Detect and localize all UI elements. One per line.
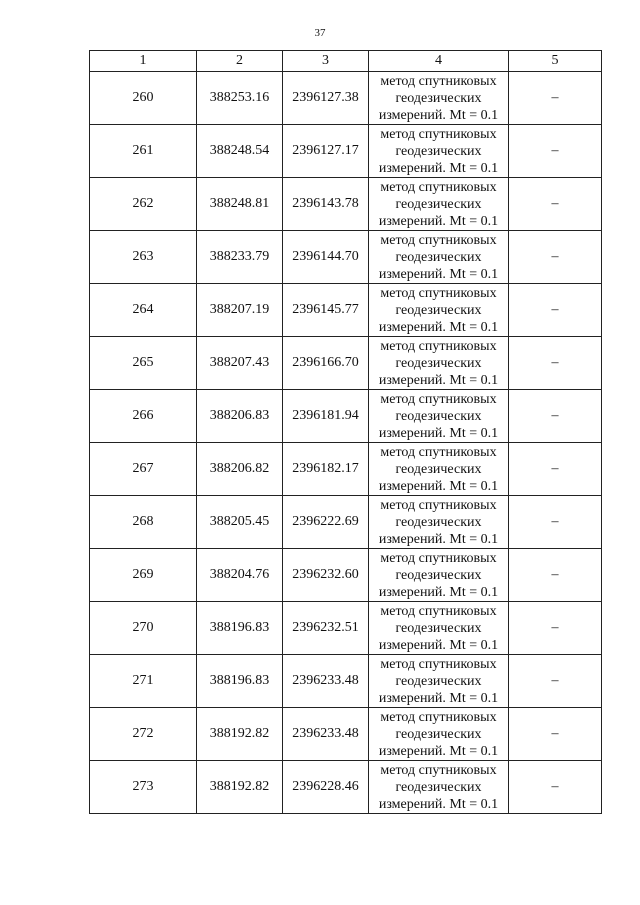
header-row bbox=[90, 51, 602, 72]
y-coordinate-cell: 2396182.17 bbox=[283, 443, 369, 496]
point-number-cell: 273 bbox=[90, 761, 197, 814]
point-number-cell: 266 bbox=[90, 390, 197, 443]
x-coordinate-cell: 388192.82 bbox=[197, 708, 283, 761]
point-number-cell: 270 bbox=[90, 602, 197, 655]
method-cell: метод спутниковых геодезических измерений. Mt = 0.1 bbox=[369, 390, 509, 443]
x-coordinate-cell: 388207.19 bbox=[197, 284, 283, 337]
table-row bbox=[90, 602, 602, 655]
table-row bbox=[90, 390, 602, 443]
point-number-cell: 271 bbox=[90, 655, 197, 708]
table-row bbox=[90, 125, 602, 178]
y-coordinate-cell: 2396144.70 bbox=[283, 231, 369, 284]
x-coordinate-cell: 388253.16 bbox=[197, 72, 283, 125]
y-coordinate-cell: 2396233.48 bbox=[283, 655, 369, 708]
x-coordinate-cell: 388206.83 bbox=[197, 390, 283, 443]
y-coordinate-cell: 2396181.94 bbox=[283, 390, 369, 443]
point-number-cell: 265 bbox=[90, 337, 197, 390]
column-header-4: 4 bbox=[369, 51, 509, 72]
point-number-cell: 262 bbox=[90, 178, 197, 231]
point-number-cell: 263 bbox=[90, 231, 197, 284]
table-body bbox=[90, 72, 602, 814]
method-cell: метод спутниковых геодезических измерений. Mt = 0.1 bbox=[369, 443, 509, 496]
method-cell: метод спутниковых геодезических измерений. Mt = 0.1 bbox=[369, 708, 509, 761]
note-cell: – bbox=[509, 761, 602, 814]
y-coordinate-cell: 2396127.17 bbox=[283, 125, 369, 178]
page-number: 37 bbox=[314, 27, 326, 39]
table-row bbox=[90, 496, 602, 549]
note-cell: – bbox=[509, 496, 602, 549]
x-coordinate-cell: 388196.83 bbox=[197, 602, 283, 655]
table-row bbox=[90, 231, 602, 284]
y-coordinate-cell: 2396233.48 bbox=[283, 708, 369, 761]
y-coordinate-cell: 2396222.69 bbox=[283, 496, 369, 549]
table-row bbox=[90, 655, 602, 708]
x-coordinate-cell: 388196.83 bbox=[197, 655, 283, 708]
table-row bbox=[90, 337, 602, 390]
note-cell: – bbox=[509, 708, 602, 761]
note-cell: – bbox=[509, 549, 602, 602]
column-header-3: 3 bbox=[283, 51, 369, 72]
method-cell: метод спутниковых геодезических измерений. Mt = 0.1 bbox=[369, 337, 509, 390]
note-cell: – bbox=[509, 337, 602, 390]
point-number-cell: 260 bbox=[90, 72, 197, 125]
point-number-cell: 269 bbox=[90, 549, 197, 602]
table-row bbox=[90, 284, 602, 337]
y-coordinate-cell: 2396143.78 bbox=[283, 178, 369, 231]
point-number-cell: 261 bbox=[90, 125, 197, 178]
y-coordinate-cell: 2396232.60 bbox=[283, 549, 369, 602]
table-row bbox=[90, 178, 602, 231]
table-row bbox=[90, 708, 602, 761]
note-cell: – bbox=[509, 655, 602, 708]
table-row bbox=[90, 761, 602, 814]
note-cell: – bbox=[509, 602, 602, 655]
note-cell: – bbox=[509, 125, 602, 178]
method-cell: метод спутниковых геодезических измерений. Mt = 0.1 bbox=[369, 125, 509, 178]
x-coordinate-cell: 388205.45 bbox=[197, 496, 283, 549]
x-coordinate-cell: 388206.82 bbox=[197, 443, 283, 496]
point-number-cell: 272 bbox=[90, 708, 197, 761]
method-cell: метод спутниковых геодезических измерений. Mt = 0.1 bbox=[369, 72, 509, 125]
coordinates-table bbox=[89, 50, 602, 814]
method-cell: метод спутниковых геодезических измерений. Mt = 0.1 bbox=[369, 655, 509, 708]
note-cell: – bbox=[509, 231, 602, 284]
method-cell: метод спутниковых геодезических измерений. Mt = 0.1 bbox=[369, 284, 509, 337]
method-cell: метод спутниковых геодезических измерений. Mt = 0.1 bbox=[369, 761, 509, 814]
table-header bbox=[90, 51, 602, 72]
method-cell: метод спутниковых геодезических измерений. Mt = 0.1 bbox=[369, 602, 509, 655]
y-coordinate-cell: 2396127.38 bbox=[283, 72, 369, 125]
note-cell: – bbox=[509, 72, 602, 125]
x-coordinate-cell: 388248.81 bbox=[197, 178, 283, 231]
method-cell: метод спутниковых геодезических измерений. Mt = 0.1 bbox=[369, 231, 509, 284]
method-cell: метод спутниковых геодезических измерений. Mt = 0.1 bbox=[369, 549, 509, 602]
note-cell: – bbox=[509, 443, 602, 496]
column-header-2: 2 bbox=[197, 51, 283, 72]
method-cell: метод спутниковых геодезических измерений. Mt = 0.1 bbox=[369, 178, 509, 231]
x-coordinate-cell: 388207.43 bbox=[197, 337, 283, 390]
table-row bbox=[90, 443, 602, 496]
x-coordinate-cell: 388192.82 bbox=[197, 761, 283, 814]
point-number-cell: 267 bbox=[90, 443, 197, 496]
note-cell: – bbox=[509, 178, 602, 231]
table-row bbox=[90, 549, 602, 602]
point-number-cell: 264 bbox=[90, 284, 197, 337]
note-cell: – bbox=[509, 284, 602, 337]
y-coordinate-cell: 2396228.46 bbox=[283, 761, 369, 814]
x-coordinate-cell: 388233.79 bbox=[197, 231, 283, 284]
x-coordinate-cell: 388248.54 bbox=[197, 125, 283, 178]
note-cell: – bbox=[509, 390, 602, 443]
column-header-5: 5 bbox=[509, 51, 602, 72]
table-row bbox=[90, 72, 602, 125]
y-coordinate-cell: 2396166.70 bbox=[283, 337, 369, 390]
y-coordinate-cell: 2396145.77 bbox=[283, 284, 369, 337]
method-cell: метод спутниковых геодезических измерений. Mt = 0.1 bbox=[369, 496, 509, 549]
x-coordinate-cell: 388204.76 bbox=[197, 549, 283, 602]
column-header-1: 1 bbox=[90, 51, 197, 72]
point-number-cell: 268 bbox=[90, 496, 197, 549]
y-coordinate-cell: 2396232.51 bbox=[283, 602, 369, 655]
